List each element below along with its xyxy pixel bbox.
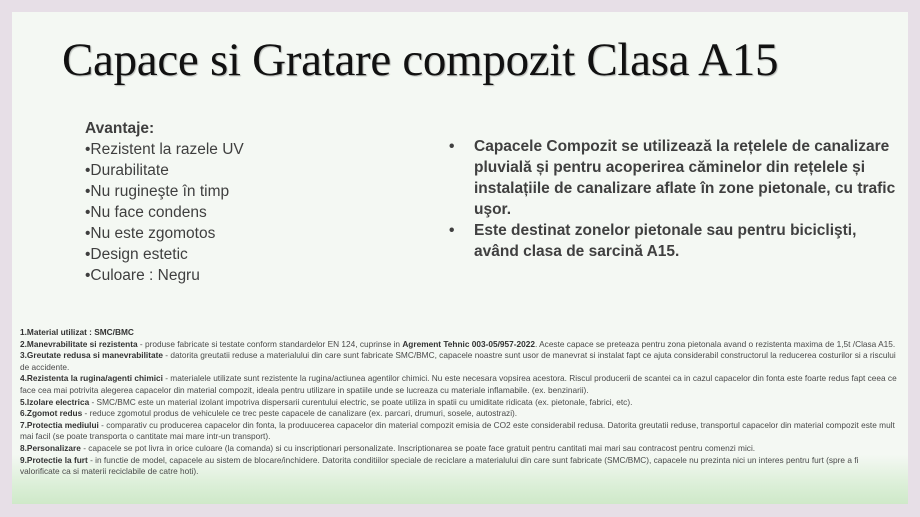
detail-label: 7.Protectia mediului <box>20 419 99 430</box>
detail-text: - produse fabricate si testate conform standardelor EN 124, cuprinse in <box>137 338 403 349</box>
detail-item <box>20 373 900 396</box>
advantage-item: •Rezistent la razele UV <box>85 141 244 158</box>
description-list <box>447 136 897 262</box>
description-text: Este destinat zonelor pietonale sau pentru biciclişti, având clasa de sarcină A15. <box>474 222 857 260</box>
detail-item <box>20 455 900 478</box>
advantage-item: •Nu este zgomotos <box>85 225 216 242</box>
detail-label: 5.Izolare electrica <box>20 396 90 407</box>
detail-label: 3.Greutate redusa si manevrabilitate <box>20 350 163 361</box>
advantage-item: •Design estetic <box>85 246 188 263</box>
advantage-item: •Culoare : Negru <box>85 267 200 284</box>
advantage-item: •Nu rugineşte în timp <box>85 183 230 200</box>
description-item <box>447 220 897 262</box>
detail-item <box>20 339 900 351</box>
details-section <box>20 327 900 478</box>
detail-agrement: Agrement Tehnic 003-05/957-2022 <box>402 338 535 349</box>
bullet-icon: • <box>449 138 455 155</box>
detail-text: - in functie de model, capacele au sistem de blocare/inchidere. Datorita conditiilor speciale de reciclare a materialului din care sunt fabricate (SMC/BMC), capacele nu prezinta nici un interes pentru furt (spre a fi valorificate ca si materii reciclabile de catre hoti). <box>20 454 859 477</box>
detail-text: - SMC/BMC este un material izolant impotriva dispersarii curentului electric, se poate utiliza in spatii cu umiditate ridicata (ex. pietonale, fabrici, etc). <box>89 396 633 407</box>
detail-item <box>20 408 900 420</box>
detail-item <box>20 327 900 339</box>
detail-label: 9.Protectie la furt <box>20 454 88 465</box>
detail-label: 6.Zgomot redus <box>20 408 83 419</box>
detail-item <box>20 397 900 409</box>
detail-label: 4.Rezistenta la rugina/agenti chimici <box>20 373 163 384</box>
description-text: Capacele Compozit se utilizează la rețelele de canalizare pluvială și pentru acoperirea căminelor din rețelele și instalațiile de canalizare aflate în zone pietonale, cu trafic uşor. <box>474 138 896 218</box>
detail-text: - reduce zgomotul produs de vehiculele ce trec peste capacele de canalizare (ex. parcari, drumuri, sosele, autostrazi). <box>82 408 518 419</box>
advantage-item: •Nu face condens <box>85 204 207 221</box>
detail-label: 1.Material utilizat : SMC/BMC <box>20 327 134 337</box>
slide-panel <box>12 12 908 504</box>
slide-title: Capace si Gratare compozit Clasa A15 <box>62 34 779 86</box>
detail-text: - capacele se pot livra in orice culoare (la comanda) si cu inscriptionari personalizate. Inscriptionarea se poate face gratuit pentru cantitati mai mari sau contracost pentru comenzi mici. <box>80 442 756 453</box>
detail-text: - materialele utilizate sunt rezistente la rugina/actiunea agentilor chimici. Nu este necesara vopsirea acestora. Riscul producerii de scantei ca in cazul capacelor din fonta este foarte redus fapt ceea ce face cea mai potrivita alegerea capacelor din material compozit, ideala pentru utilizare in spatiile unde se lucreaza cu materiale inflamabile. (ex. benzinarii). <box>20 373 897 395</box>
detail-text: - datorita greutatii reduse a materialului din care sunt fabricate SMC/BMC, capacele noastre sunt usor de manevrat si instalat fapt ce ajuta considerabil constructorul la reducerea costurilor si a riscului de accidente. <box>20 350 896 372</box>
advantage-item: •Durabilitate <box>85 162 169 179</box>
detail-item <box>20 420 900 443</box>
detail-item <box>20 350 900 373</box>
advantages-list <box>85 118 385 286</box>
detail-text: - comparativ cu producerea capacelor din fonta, la produucerea capacelor din material compozit emisia de CO2 este considerabil redusa. Datorita greutatii reduse, transportul capacelor din material compozit este mult mai facil (se poate transporta o cantitate mai mare intr-un transport). <box>20 419 895 442</box>
description-item <box>447 136 897 220</box>
advantages-heading: Avantaje: <box>85 120 155 137</box>
detail-text: . Aceste capace se preteaza pentru zona pietonala avand o rezistenta maxima de 1,5t /Clasa A15. <box>534 338 896 349</box>
detail-label: 8.Personalizare <box>20 442 81 453</box>
bullet-icon: • <box>449 222 455 239</box>
detail-label: 2.Manevrabilitate si rezistenta <box>20 338 138 349</box>
detail-item <box>20 443 900 455</box>
